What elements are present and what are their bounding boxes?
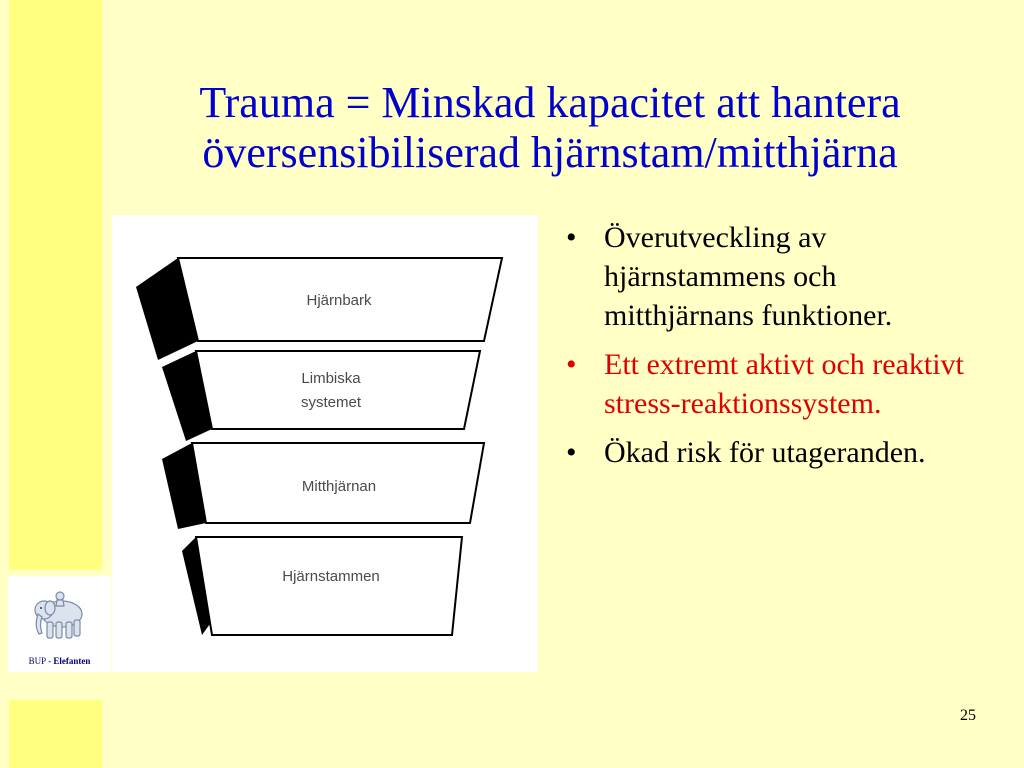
level-label: Limbiska (301, 370, 361, 387)
level-mitthjarnan (162, 443, 484, 529)
logo-caption (8, 656, 111, 666)
bullet-text: Ett extremt aktivt och reaktivt stress-reaktionssystem. (604, 348, 964, 420)
elephant-icon (30, 584, 90, 644)
sidebar-stripe-top (9, 0, 102, 570)
bullet-text: Överutveckling av hjärnstammens och mitthjärnans funktioner. (604, 221, 893, 332)
level-limbiska (162, 351, 480, 441)
sidebar-stripe-bottom (9, 700, 102, 768)
bullet-marker: • (566, 436, 577, 469)
bullet-item (560, 218, 980, 335)
level-hjarnbark (136, 258, 502, 360)
page-number: 25 (960, 707, 976, 724)
bullet-marker: • (566, 221, 577, 254)
level-label: systemet (300, 394, 362, 411)
title-line-2: översensibiliserad hjärnstam/mitthjärna (202, 128, 898, 177)
level-label: Hjärnstammen (282, 568, 380, 585)
title-line-1: Trauma = Minskad kapacitet att hantera (199, 78, 901, 127)
bullet-marker: • (566, 348, 577, 381)
level-label: Mitthjärnan (301, 478, 377, 495)
bullet-item (560, 433, 980, 472)
bullet-text: Ökad risk för utageranden. (604, 436, 926, 469)
logo (8, 576, 111, 672)
bullet-list (560, 218, 980, 482)
level-hjarnstammen (182, 537, 462, 635)
logo-caption-prefix: BUP - (28, 656, 54, 666)
logo-caption-bold: Elefanten (53, 656, 91, 666)
slide-title (120, 78, 980, 178)
brain-levels-diagram (112, 215, 538, 672)
bullet-item (560, 345, 980, 423)
level-label: Hjärnbark (306, 292, 372, 309)
